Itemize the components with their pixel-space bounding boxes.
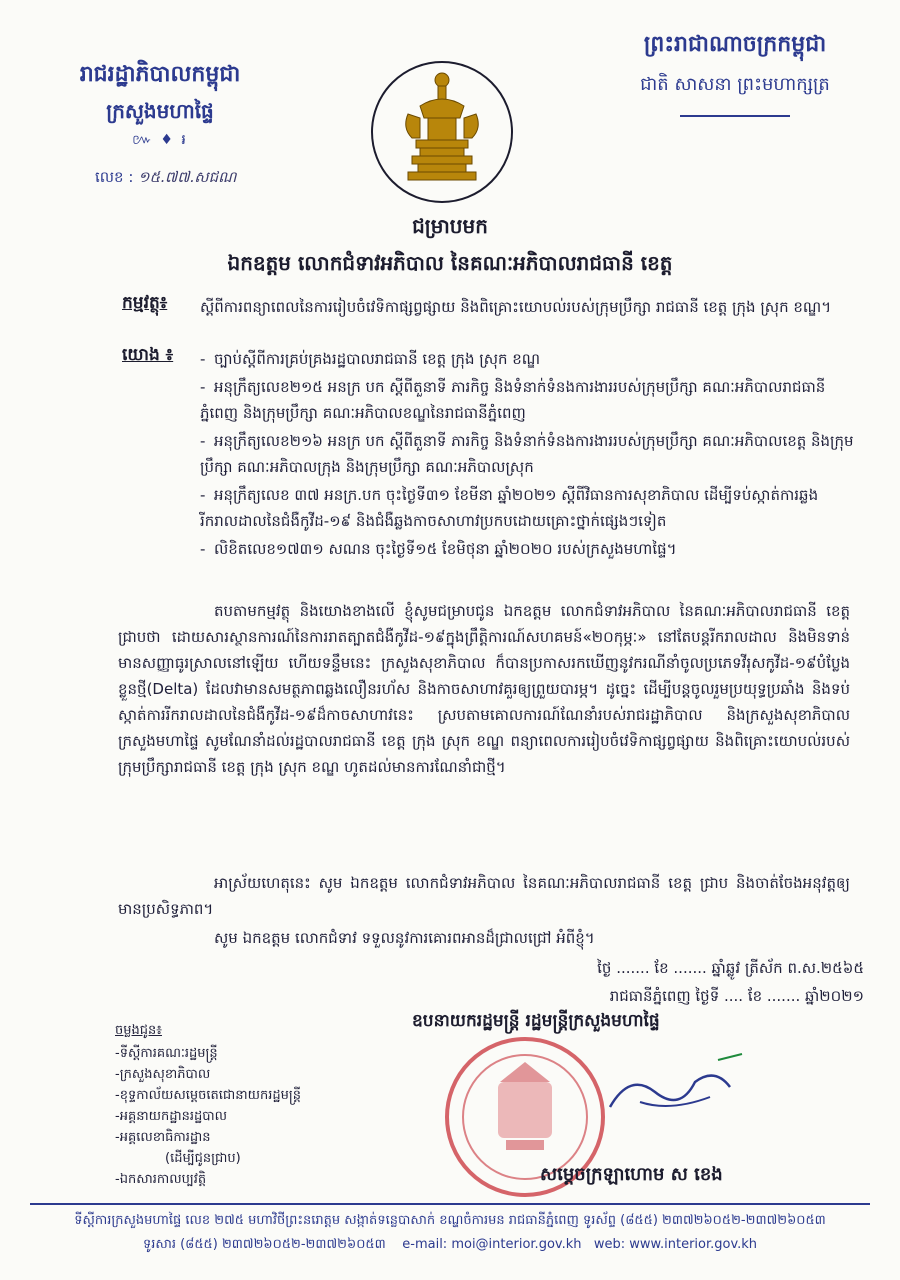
motto-divider xyxy=(680,115,790,117)
footer-fax: ទូរសារ (៨៥៥) ២៣៧២៦០៥២-២៣៧២៦០៥៣ xyxy=(142,1237,386,1252)
cc-item: -ខុទ្ទកាល័យសម្តេចតេជោនាយករដ្ឋមន្ត្រី xyxy=(115,1088,301,1103)
lunar-date: ថ្ងៃ ....... ខែ ....... ឆ្នាំឆ្លូវ ត្រីស័ក ព.ស.២៥៦៥ xyxy=(597,959,864,977)
footer-contact xyxy=(30,1236,870,1255)
reference-value: ១៥.៧៧.សជណ xyxy=(138,168,237,186)
subject-text: ស្តីពីការពន្យាពេលនៃការរៀបចំវេទិកាផ្សព្វផ្សាយ និងពិគ្រោះយោបល់របស់ក្រុមប្រឹក្សា រាជធានី ខេត្ត ក្រុង ស្រុក ខណ្ឌ។ xyxy=(200,298,832,316)
cc-item: -ទីស្តីការគណៈរដ្ឋមន្ត្រី xyxy=(115,1046,218,1061)
signatory-name: សម្តេចក្រឡាហោម ស ខេង xyxy=(540,1164,723,1185)
cc-item: -ក្រសួងសុខាភិបាល xyxy=(115,1067,211,1082)
ministry-header xyxy=(40,60,280,151)
footer-divider xyxy=(30,1203,870,1205)
cc-title: ចម្លងជូន៖ xyxy=(115,1023,162,1038)
footer-address: ទីស្តីការក្រសួងមហាផ្ទៃ លេខ ២៧៥ មហាវិថីព្រះនរោត្តម សង្កាត់ទន្លេបាសាក់ ខណ្ឌចំការមន រាជធានីភ្នំពេញ ទូរស័ព្ទ (៨៥៥) ២៣៧២៦០៥២-២៣៧២៦០៥៣ xyxy=(74,1213,826,1228)
subject-label: កម្មវត្ថុ៖ xyxy=(122,293,168,313)
ministry-name: ក្រសួងមហាផ្ទៃ xyxy=(106,99,214,123)
closing-line: សូម ឯកឧត្តម លោកជំទាវ ទទួលនូវការគោរពអានដ៏ជ្រាលជ្រៅ អំពីខ្ញុំ។ xyxy=(214,929,595,947)
cc-item: -អគ្គនាយកដ្ឋានរដ្ឋបាល xyxy=(115,1109,227,1124)
kingdom-header xyxy=(600,30,870,117)
basis-item: - ច្បាប់ស្តីពីការគ្រប់គ្រងរដ្ឋបាលរាជធានី ខេត្ត ក្រុង ស្រុក ខណ្ឌ xyxy=(200,350,541,368)
basis-item: - លិខិតលេខ១៧៣១ សណន ចុះថ្ងៃទី១៥ ខែមិថុនា ឆ្នាំ២០២០ របស់ក្រសួងមហាផ្ទៃ។ xyxy=(200,540,677,558)
salutation-title: ជម្រាបមក xyxy=(412,214,488,238)
footer-email[interactable]: e-mail: moi@interior.gov.kh xyxy=(402,1237,582,1252)
reference-label: លេខ : xyxy=(95,168,134,186)
footer-web[interactable]: web: www.interior.gov.kh xyxy=(593,1237,758,1252)
government-name: រាជរដ្ឋាភិបាលកម្ពុជា xyxy=(79,62,241,87)
ornament: ៚ ♦ ៛ xyxy=(132,132,188,148)
cc-item: -អគ្គលេខាធិការដ្ឋាន xyxy=(115,1130,211,1145)
cc-item: -ឯកសារកាលប្បវត្តិ xyxy=(115,1172,207,1187)
basis-item: - អនុក្រឹត្យលេខ ៣៧ អនក្រ.បក ចុះថ្ងៃទី៣១ ខែមីនា ឆ្នាំ២០២១ ស្តីពីវិធានការសុខាភិបាល ដើម្បីទប់ស្កាត់ការឆ្លងរីករាលដាលនៃជំងឺកូវីដ-១៩ និងជំងឺឆ្លងកាចសាហាវប្រកបដោយគ្រោះថ្នាក់ផ្សេងៗទៀត xyxy=(200,486,819,530)
solar-date: រាជធានីភ្នំពេញ ថ្ងៃទី .... ខែ ....... ឆ្នាំ២០២១ xyxy=(609,987,864,1005)
cc-note: (ដើម្បីជូនជ្រាប) xyxy=(165,1151,241,1166)
signature-icon xyxy=(600,1052,750,1122)
royal-seal-icon xyxy=(368,58,516,206)
signatory-title: ឧបនាយករដ្ឋមន្ត្រី រដ្ឋមន្ត្រីក្រសួងមហាផ្ទៃ xyxy=(412,1011,660,1031)
national-motto: ជាតិ សាសនា ព្រះមហាក្សត្រ xyxy=(640,74,830,95)
basis-item: - អនុក្រឹត្យលេខ២១៦ អនក្រ បក ស្តីពីតួនាទី ភារកិច្ច និងទំនាក់ទំនងការងាររបស់ក្រុមប្រឹក្សា គណៈអភិបាលខេត្ត និងក្រុមប្រឹក្សា គណៈអភិបាលក្រុង និងក្រុមប្រឹក្សា គណៈអភិបាលស្រុក xyxy=(200,432,854,476)
basis-list xyxy=(200,346,860,564)
basis-label: យោង ៖ xyxy=(122,345,174,365)
reference-number xyxy=(95,168,236,190)
addressee-title: ឯកឧត្តម លោកជំទាវអភិបាល នៃគណៈអភិបាលរាជធានី ខេត្ត xyxy=(227,251,673,275)
basis-item: - អនុក្រឹត្យលេខ២១៥ អនក្រ បក ស្តីពីតួនាទី ភារកិច្ច និងទំនាក់ទំនងការងាររបស់ក្រុមប្រឹក្សា គណៈអភិបាលរាជធានីភ្នំពេញ និងក្រុមប្រឹក្សា គណៈអភិបាលខណ្ឌនៃរាជធានីភ្នំពេញ xyxy=(200,378,826,422)
cc-list xyxy=(115,1020,301,1190)
kingdom-name: ព្រះរាជាណាចក្រកម្ពុជា xyxy=(643,32,827,57)
body-paragraph-1: តបតាមកម្មវត្ថុ និងយោងខាងលើ ខ្ញុំសូមជម្រាបជូន ឯកឧត្តម លោកជំទាវអភិបាល នៃគណៈអភិបាលរាជធានី ខេត្ត ជ្រាបថា ដោយសារស្ថានការណ៍នៃការរាតត្បាតជំងឺកូវីដ-១៩ក្នុងព្រឹត្តិការណ៍សហគមន៍«២០កុម្ភៈ» នៅតែបន្តរីករាលដាល និងមិនទាន់មានសញ្ញាធូរស្រាលនៅឡើយ ហើយទន្ទឹមនេះ ក្រសួងសុខាភិបាល ក៏បានប្រកាសរកឃើញនូវករណីនាំចូលប្រភេទវីរុសកូវីដ-១៩បំប្លែងខ្លួនថ្មី(Delta) ដែលវាមានសមត្ថភាពឆ្លងលឿនរហ័ស និងកាចសាហាវគួរឲ្យព្រួយបារម្ភ។ ដូច្នេះ ដើម្បីបន្តចូលរួមប្រយុទ្ធប្រឆាំង និងទប់ស្កាត់ការរីករាលដាលនៃជំងឺកូវីដ-១៩ដ៏កាចសាហាវនេះ ស្របតាមគោលការណ៍ណែនាំរបស់រាជរដ្ឋាភិបាល និងក្រសួងសុខាភិបាល ក្រសួងមហាផ្ទៃ សូមណែនាំដល់រដ្ឋបាលរាជធានី ខេត្ត ក្រុង ស្រុក ខណ្ឌ ពន្យាពេលការរៀបចំវេទិកាផ្សព្វផ្សាយ និងពិគ្រោះយោបល់របស់ក្រុមប្រឹក្សារាជធានី ខេត្ត ក្រុង ស្រុក ខណ្ឌ ហូតដល់មានការណែនាំជាថ្មី។ xyxy=(118,602,850,776)
body-paragraph-2: អាស្រ័យហេតុនេះ សូម ឯកឧត្តម លោកជំទាវអភិបាល នៃគណៈអភិបាលរាជធានី ខេត្ត ជ្រាប និងចាត់ចែងអនុវត្តឲ្យមានប្រសិទ្ធភាព។ xyxy=(118,874,850,918)
